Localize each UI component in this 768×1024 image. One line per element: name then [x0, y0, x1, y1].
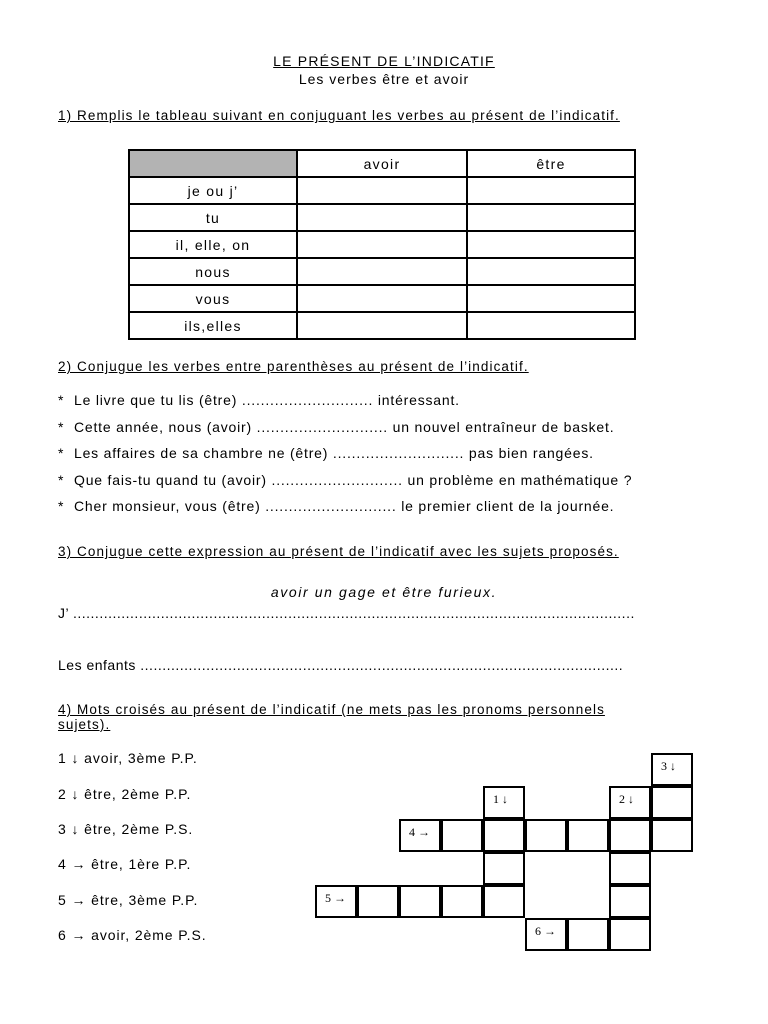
table-pronoun: nous [129, 258, 297, 285]
table-answer-cell[interactable] [467, 285, 635, 312]
table-answer-cell[interactable] [297, 231, 467, 258]
exercise2-instruction: 2) Conjugue les verbes entre parenthèses au présent de l’indicatif. [58, 359, 529, 374]
sentence-item: * Que fais-tu quand tu (avoir) ............................ un problème en mathématique ? [58, 472, 633, 488]
table-row [129, 231, 635, 258]
table-answer-cell[interactable] [467, 204, 635, 231]
crossword-cell[interactable] [609, 885, 651, 918]
table-row [129, 312, 635, 339]
crossword-clue: 6 → avoir, 2ème P.S. [58, 927, 207, 943]
crossword-cell[interactable] [609, 852, 651, 885]
clue-number-5: 5 → [325, 891, 346, 905]
conjugation-table [128, 149, 636, 340]
table-answer-cell[interactable] [297, 204, 467, 231]
table-answer-cell[interactable] [297, 258, 467, 285]
crossword-cell[interactable] [567, 819, 609, 852]
crossword-cell[interactable] [441, 885, 483, 918]
crossword-cell[interactable] [651, 819, 693, 852]
crossword-cell[interactable] [483, 819, 525, 852]
crossword-cell[interactable] [651, 753, 693, 786]
table-pronoun: tu [129, 204, 297, 231]
crossword-clue: 5 → être, 3ème P.P. [58, 892, 199, 908]
table-pronoun: je ou j’ [129, 177, 297, 204]
table-answer-cell[interactable] [297, 285, 467, 312]
clue-number-3: 3 ↓ [661, 759, 676, 773]
table-header-etre: être [467, 150, 635, 177]
sentence-item: * Les affaires de sa chambre ne (être) ............................ pas bien rangées. [58, 445, 594, 461]
crossword-cell[interactable] [399, 885, 441, 918]
crossword-cell[interactable] [609, 786, 651, 819]
table-row [129, 204, 635, 231]
expression: avoir un gage et être furieux. [270, 584, 498, 600]
sentence-item: * Le livre que tu lis (être) ............................ intéressant. [58, 392, 460, 408]
table-header-corner [129, 150, 297, 177]
crossword-cell[interactable] [525, 918, 567, 951]
crossword-cell[interactable] [399, 819, 441, 852]
answer-line-les-enfants[interactable]: Les enfants .............................................................................................................. [58, 657, 624, 673]
crossword-clue: 3 ↓ être, 2ème P.S. [58, 821, 194, 837]
table-header-avoir: avoir [297, 150, 467, 177]
table-answer-cell[interactable] [297, 177, 467, 204]
crossword-clue: 4 → être, 1ère P.P. [58, 856, 192, 872]
crossword-cell[interactable] [609, 819, 651, 852]
clue-number-1: 1 ↓ [493, 792, 508, 806]
table-pronoun: il, elle, on [129, 231, 297, 258]
table-pronoun: vous [129, 285, 297, 312]
crossword-cell[interactable] [483, 885, 525, 918]
crossword-cell[interactable] [315, 885, 357, 918]
exercise3-instruction: 3) Conjugue cette expression au présent de l’indicatif avec les sujets proposés. [58, 544, 619, 559]
clue-number-2: 2 ↓ [619, 792, 634, 806]
sentence-item: * Cette année, nous (avoir) ............................ un nouvel entraîneur de basket. [58, 419, 615, 435]
clue-number-6: 6 → [535, 924, 556, 938]
page-subtitle: Les verbes être et avoir [298, 71, 470, 87]
table-pronoun: ils,elles [129, 312, 297, 339]
table-answer-cell[interactable] [467, 312, 635, 339]
crossword-cell[interactable] [567, 918, 609, 951]
exercise4-instruction-cont: sujets). [58, 717, 111, 732]
exercise1-instruction: 1) Remplis le tableau suivant en conjuguant les verbes au présent de l’indicatif. [58, 108, 620, 123]
table-answer-cell[interactable] [467, 258, 635, 285]
table-row [129, 177, 635, 204]
crossword-cell[interactable] [651, 786, 693, 819]
crossword-cell[interactable] [525, 819, 567, 852]
crossword-cell[interactable] [483, 786, 525, 819]
crossword-cell[interactable] [483, 852, 525, 885]
table-answer-cell[interactable] [467, 231, 635, 258]
crossword-cell[interactable] [441, 819, 483, 852]
exercise4-instruction: 4) Mots croisés au présent de l’indicatif (ne mets pas les pronoms personnels [58, 702, 605, 717]
crossword-clue: 2 ↓ être, 2ème P.P. [58, 786, 192, 802]
sentence-item: * Cher monsieur, vous (être) ............................ le premier client de la journée. [58, 498, 615, 514]
crossword-cell[interactable] [609, 918, 651, 951]
page-title: LE PRÉSENT DE L’INDICATIF [273, 53, 495, 69]
table-answer-cell[interactable] [297, 312, 467, 339]
crossword-clue: 1 ↓ avoir, 3ème P.P. [58, 750, 198, 766]
table-row [129, 258, 635, 285]
table-row [129, 285, 635, 312]
answer-line-j[interactable]: J’ ................................................................................................................................ [58, 605, 635, 621]
table-header-row [129, 150, 635, 177]
table-answer-cell[interactable] [467, 177, 635, 204]
clue-number-4: 4 → [409, 825, 430, 839]
crossword-cell[interactable] [357, 885, 399, 918]
